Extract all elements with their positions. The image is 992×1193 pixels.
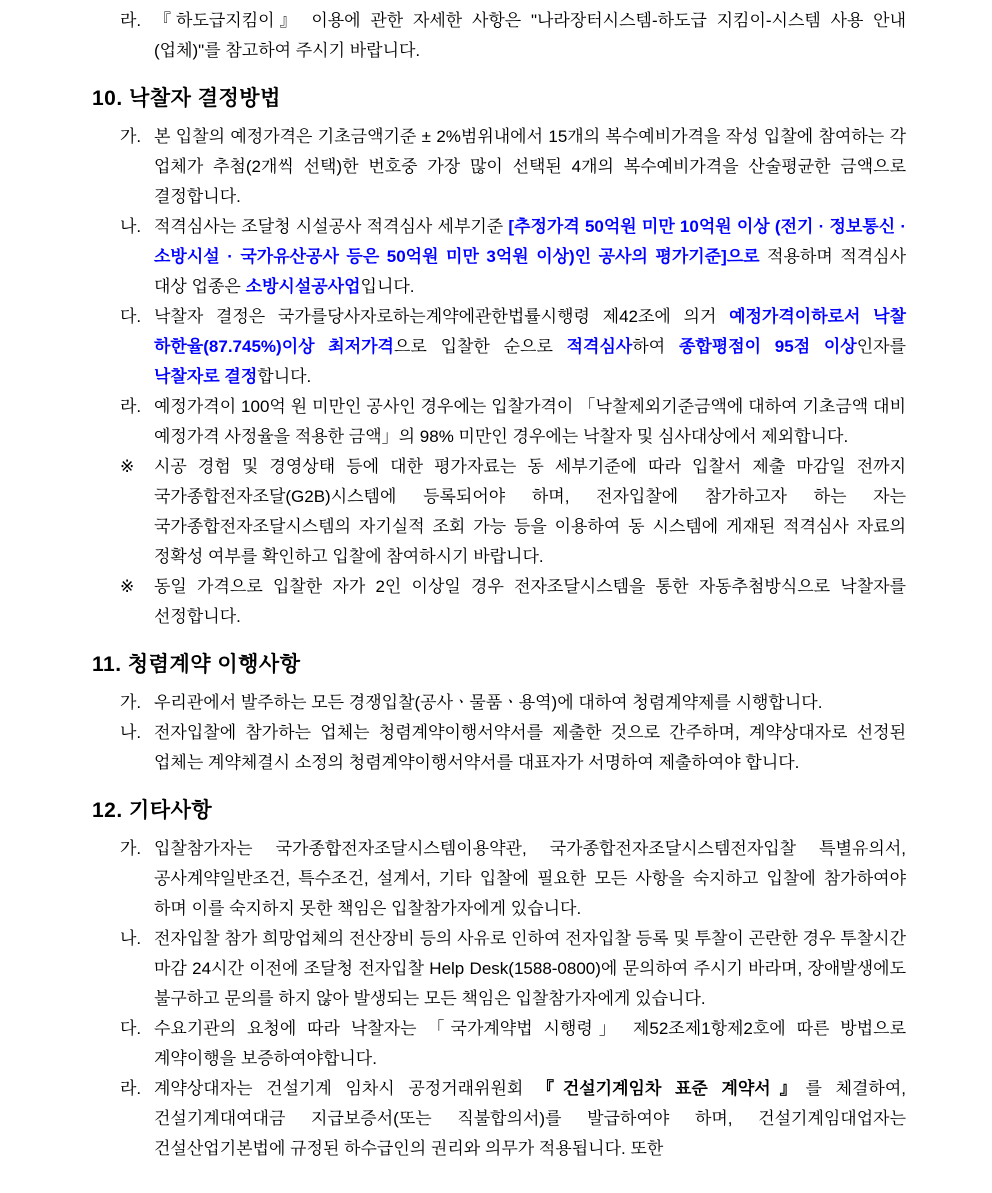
list-item (120, 1074, 906, 1164)
text-segment: 계약상대자는 건설기계 임차시 공정거래위원회 (154, 1079, 537, 1098)
text-segment: 본 입찰의 예정가격은 기초금액기준 ± 2%범위내에서 15개의 복수예비가격을 작성 입찰에 참여하는 각 업체가 추첨(2개씩 선택)한 번호중 가장 많이 선택된 4개의 복수예비가격을 산술평균한 금액으로 결정합니다. (154, 127, 906, 206)
text-segment: 수요기관의 요청에 따라 낙찰자는 「국가계약법 시행령」 제52조제1항제2호에 따른 방법으로 계약이행을 보증하여야합니다. (154, 1019, 906, 1068)
text-segment: 인자를 (856, 337, 907, 356)
note-item (120, 572, 906, 632)
item-text (154, 688, 906, 718)
item-label: 라. (120, 1079, 142, 1098)
item-text (154, 572, 906, 632)
item-text (154, 452, 906, 572)
item-text (154, 1014, 906, 1074)
item-label: 다. (120, 307, 142, 326)
text-segment: 동일 가격으로 입찰한 자가 2인 이상일 경우 전자조달시스템을 통한 자동추첨방식으로 낙찰자를 선정합니다. (154, 577, 906, 626)
item-label: 가. (120, 127, 142, 146)
emphasized-text-segment: 종합평점이 95점 이상 (678, 337, 857, 356)
item-label: 라. (120, 397, 142, 416)
item-text (154, 1074, 906, 1164)
list-item (120, 6, 906, 66)
item-text (154, 834, 906, 924)
item-label: 나. (120, 929, 142, 948)
text-segment: 시공 경험 및 경영상태 등에 대한 평가자료는 동 세부기준에 따라 입찰서 제출 마감일 전까지 국가종합전자조달(G2B)시스템에 등록되어야 하며, 전자입찰에 참가하고자 하는 자는 국가종합전자조달시스템의 자기실적 조회 가능 등을 이용하여 동 시스템에 게재된 적격심사 자료의 정확성 여부를 확인하고 입찰에 참여하시기 바랍니다. (154, 457, 906, 566)
text-segment: 합니다. (257, 367, 312, 386)
emphasized-text-segment: 적격심사 (566, 337, 633, 356)
list-item (120, 392, 906, 452)
list-item (120, 718, 906, 778)
emphasized-text-segment: 『건설기계임차 표준 계약서』 (536, 1079, 806, 1098)
list-item (120, 122, 906, 212)
text-segment: 전자입찰 참가 희망업체의 전산장비 등의 사유로 인하여 전자입찰 등록 및 투찰이 곤란한 경우 투찰시간 마감 24시간 이전에 조달청 전자입찰 Help Desk(1588-0800)에 문의하여 주시기 바라며, 장애발생에도 불구하고 문의를 하지 않아 발생되는 모든 책임은 입찰참가자에게 있습니다. (154, 929, 906, 1008)
text-segment: 『하도급지킴이』 이용에 관한 자세한 사항은 "나라장터시스템-하도급 지킴이-시스템 사용 안내(업체)"를 참고하여 주시기 바랍니다. (154, 11, 906, 60)
list-item (120, 688, 906, 718)
text-segment: 전자입찰에 참가하는 업체는 청렴계약이행서약서를 제출한 것으로 간주하며, 계약상대자로 선정된 업체는 계약체결시 소정의 청렴계약이행서약서를 대표자가 서명하여 제출하여야 합니다. (154, 723, 906, 772)
text-segment: 적격심사는 조달청 시설공사 적격심사 세부기준 (154, 217, 509, 236)
note-item (120, 452, 906, 572)
text-segment: 우리관에서 발주하는 모든 경쟁입찰(공사ㆍ물품ㆍ용역)에 대하여 청렴계약제를 시행합니다. (154, 693, 823, 712)
emphasized-text-segment: 예정가격이하로서 낙찰 하한율(87.745%)이상 최저가격 (154, 307, 906, 356)
document-content (92, 6, 906, 1164)
item-text (154, 718, 906, 778)
item-label: 가. (120, 693, 142, 712)
section-heading: 12. 기타사항 (92, 799, 213, 822)
list-item (120, 924, 906, 1014)
list-item (120, 1014, 906, 1074)
item-text (154, 302, 906, 392)
item-label: 나. (120, 723, 142, 742)
text-segment: 를 체결하여, 건설기계대여대금 지급보증서(또는 직불합의서)를 발급하여야 하며, 건설기계임대업자는 건설산업기본법에 규정된 하수급인의 권리와 의무가 적용됩니다. 또한 (154, 1079, 906, 1158)
item-text (154, 212, 906, 302)
item-text (154, 6, 906, 66)
section-heading: 11. 청렴계약 이행사항 (92, 653, 301, 676)
text-segment: 낙찰자 결정은 국가를당사자로하는계약에관한법률시행령 제42조에 의거 (154, 307, 730, 326)
text-segment: 적용하며 적격심사 대상 업종은 (154, 247, 907, 296)
item-label: 라. (120, 11, 142, 30)
text-segment: 입니다. (360, 277, 415, 296)
item-text (154, 924, 906, 1014)
text-segment: 으로 입찰한 순으로 (393, 337, 567, 356)
text-segment: 입찰참가자는 국가종합전자조달시스템이용약관, 국가종합전자조달시스템전자입찰 특별유의서, 공사계약일반조건, 특수조건, 설계서, 기타 입찰에 필요한 모든 사항을 숙지하고 입찰에 참가하여야 하며 이를 숙지하지 못한 책임은 입찰참가자에게 있습니다. (154, 839, 906, 918)
list-item (120, 212, 906, 302)
item-text (154, 122, 906, 212)
emphasized-text-segment: [추정가격 50억원 미만 10억원 이상 (전기 · 정보통신 · 소방시설 · 국가유산공사 등은 50억원 미만 3억원 이상)인 공사의 평가기준]으로 (154, 217, 906, 266)
text-segment: 예정가격이 100억 원 미만인 공사인 경우에는 입찰가격이 「낙찰제외기준금액에 대하여 기초금액 대비 예정가격 사정율을 적용한 금액」의 98% 미만인 경우에는 낙찰자 및 심사대상에서 제외합니다. (154, 397, 906, 446)
item-text (154, 392, 906, 452)
emphasized-text-segment: 소방시설공사업 (245, 277, 361, 296)
item-label: ※ (120, 577, 135, 596)
section-heading: 10. 낙찰자 결정방법 (92, 87, 281, 110)
item-label: ※ (120, 457, 135, 476)
list-item (120, 834, 906, 924)
text-segment: 하여 (632, 337, 679, 356)
item-label: 나. (120, 217, 142, 236)
list-item (120, 302, 906, 392)
item-label: 가. (120, 839, 142, 858)
emphasized-text-segment: 낙찰자로 결정 (154, 367, 258, 386)
item-label: 다. (120, 1019, 142, 1038)
